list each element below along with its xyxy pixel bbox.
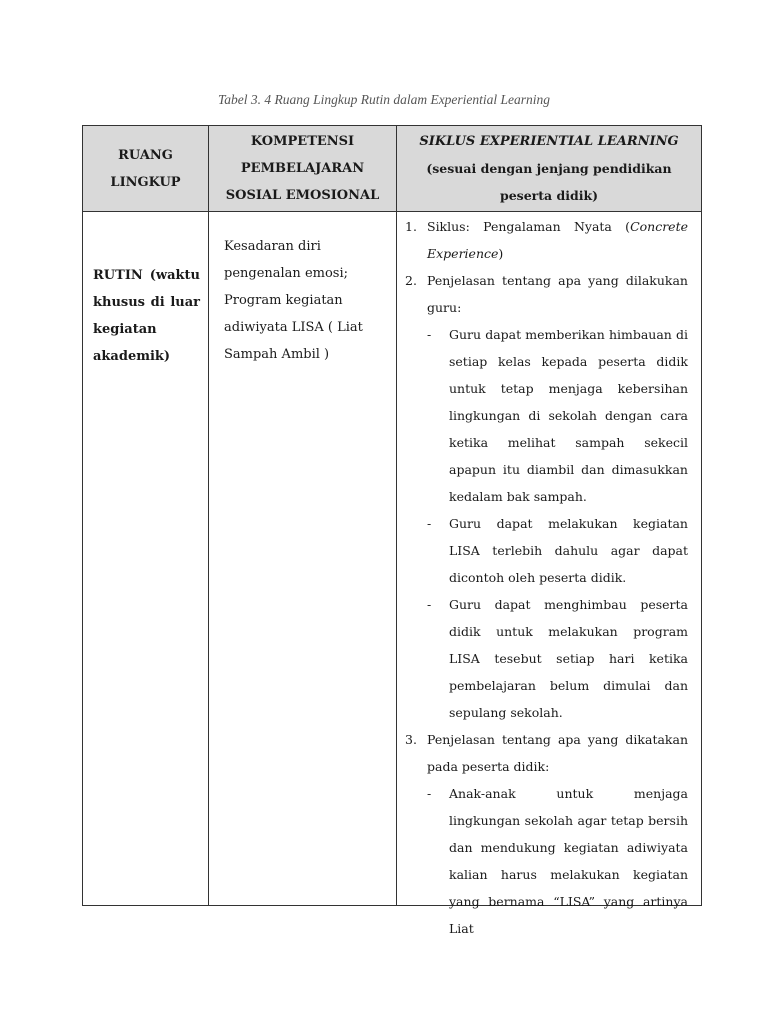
header-kompetensi: KOMPETENSI PEMBELAJARAN SOSIAL EMOSIONAL: [209, 126, 397, 212]
table-header-row: [83, 126, 702, 212]
header-siklus: [397, 126, 702, 212]
table-row: [83, 212, 702, 906]
list-item: 3. Penjelasan tentang apa yang dikatakan pada peserta didik:: [405, 732, 688, 774]
list-item: - Anak-anak untuk menjaga lingkungan sekolah agar tetap bersih dan mendukung kegiatan adiwiyata kalian harus melakukan kegiatan yang bernama “LISA” yang artinya Liat: [427, 786, 688, 936]
cell-competency: Kesadaran diri pengenalan emosi; Program kegiatan adiwiyata LISA ( Liat Sampah Ambil ): [209, 212, 397, 906]
cell-cycle: [397, 212, 702, 936]
table-caption: Tabel 3. 4 Ruang Lingkup Rutin dalam Experiential Learning: [217, 92, 551, 107]
list-item: - Guru dapat melakukan kegiatan LISA terlebih dahulu agar dapat dicontoh oleh peserta didik.: [427, 516, 688, 585]
list-item: 1. Siklus: Pengalaman Nyata (Concrete Experience): [405, 219, 688, 261]
header-siklus-title: SIKLUS EXPERIENTIAL LEARNING: [419, 134, 679, 149]
header-ruang-lingkup: RUANG LINGKUP: [83, 126, 209, 212]
cell-scope: RUTIN (waktu khusus di luar kegiatan akademik): [83, 212, 209, 906]
list-item: - Guru dapat menghimbau peserta didik untuk melakukan program LISA tesebut setiap hari ketika pembelajaran belum dimulai dan sepulang sekolah.: [427, 597, 688, 720]
header-siklus-subtitle: (sesuai dengan jenjang pendidikan peserta didik): [426, 161, 672, 203]
experiential-learning-table: [82, 125, 702, 936]
list-item: - Guru dapat memberikan himbauan di setiap kelas kepada peserta didik untuk tetap menjaga kebersihan lingkungan di sekolah dengan cara ketika melihat sampah sekecil apapun itu diambil dan dimasukkan kedalam bak sampah.: [427, 327, 688, 504]
list-item: 2. Penjelasan tentang apa yang dilakukan guru:: [405, 273, 688, 315]
